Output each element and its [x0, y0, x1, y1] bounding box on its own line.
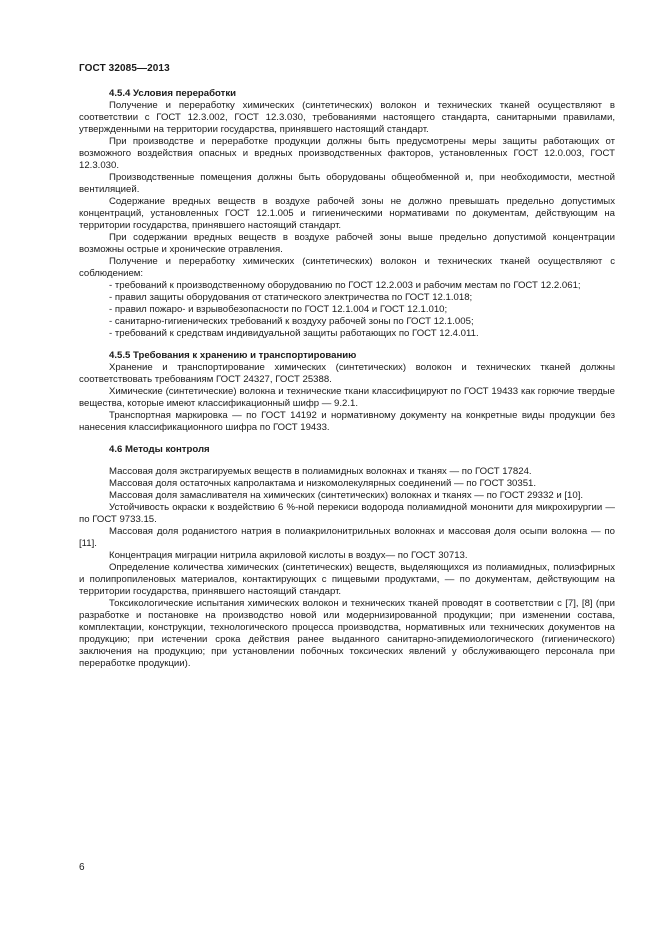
document-body	[79, 88, 615, 670]
paragraph: Концентрация миграции нитрила акриловой кислоты в воздух— по ГОСТ 30713.	[109, 550, 468, 561]
list-item: - санитарно-гигиенических требований к воздуху рабочей зоны по ГОСТ 12.1.005;	[109, 316, 474, 327]
paragraph: Транспортная маркировка — по ГОСТ 14192 и нормативному документу на конкретные виды продукции без нанесения классификационного шифра по ГОСТ 19433.	[79, 410, 615, 433]
list-item: - правил пожаро- и взрывобезопасности по ГОСТ 12.1.004 и ГОСТ 12.1.010;	[109, 304, 448, 315]
page-number: 6	[79, 862, 85, 873]
list-item: - требований к средствам индивидуальной защиты работающих по ГОСТ 12.4.011.	[109, 328, 479, 339]
document-code: ГОСТ 32085—2013	[79, 63, 170, 74]
paragraph: Массовая доля замасливателя на химических (синтетических) волокнах и тканях — по ГОСТ 29332 и [10].	[109, 490, 584, 501]
paragraph: Устойчивость окраски к воздействию 6 %-ной перекиси водорода полиамидной мононити для микрохирургии — по ГОСТ 9733.15.	[79, 502, 615, 525]
paragraph: Хранение и транспортирование химических (синтетических) волокон и технических тканей должны соответствовать требованиям ГОСТ 24327, ГОСТ 25388.	[79, 362, 615, 385]
paragraph: Массовая доля роданистого натрия в полиакрилонитрильных волокнах и массовая доля осыпи волокна — по [11].	[79, 526, 615, 549]
paragraph: Определение количества химических (синтетических) веществ, выделяющихся из полиамидных, полиэфирных и полипропиленовых материалов, контактирующих с пищевыми продуктами, — по документам, действующим на территории государства, принявшего настоящий стандарт.	[79, 562, 615, 597]
section-heading-4-6: 4.6 Методы контроля	[109, 444, 210, 455]
section-heading-4-5-5: 4.5.5 Требования к хранению и транспортированию	[109, 350, 357, 361]
section-heading-4-5-4: 4.5.4 Условия переработки	[109, 88, 237, 99]
list-item: - правил защиты оборудования от статического электричества по ГОСТ 12.1.018;	[109, 292, 473, 303]
paragraph: Получение и переработку химических (синтетических) волокон и технических тканей осуществляют с соблюдением:	[79, 256, 615, 279]
list-item: - требований к производственному оборудованию по ГОСТ 12.2.003 и рабочим местам по ГОСТ 12.2.061;	[109, 280, 581, 291]
paragraph: Токсикологические испытания химических волокон и технических тканей проводят в соответствии с [7], [8] (при разработке и постановке на производство новой или модернизированной продукции; при изменении состава, комплектации, конструкции, технологического процесса производства, нормативных или технических документов на продукцию; при истечении срока действия ранее выданного санитарно-эпидемиологического (гигиенического) заключения на продукцию; при установлении побочных токсических явлений у обслуживающего персонала при переработке продукции).	[79, 598, 615, 669]
paragraph: Химические (синтетические) волокна и технические ткани классифицируют по ГОСТ 19433 как горючие твердые вещества, которые имеют классификационный шифр — 9.2.1.	[79, 386, 615, 409]
paragraph: Содержание вредных веществ в воздухе рабочей зоны не должно превышать предельно допустимых концентраций, установленных ГОСТ 12.1.005 и гигиеническими нормативами по документам, действующим на территории государства, принявшего настоящий стандарт.	[79, 196, 615, 231]
paragraph: При производстве и переработке продукции должны быть предусмотрены меры защиты работающих от возможного воздействия опасных и вредных производственных факторов, установленных ГОСТ 12.0.003, ГОСТ 12.3.030.	[79, 136, 615, 171]
requirements-list	[79, 280, 615, 340]
paragraph: Массовая доля остаточных капролактама и низкомолекулярных соединений — по ГОСТ 30351.	[109, 478, 537, 489]
paragraph: Получение и переработку химических (синтетических) волокон и технических тканей осуществляют в соответствии с ГОСТ 12.3.002, ГОСТ 12.3.030, требованиями настоящего стандарта, санитарными правилами, утвержденными на территории государства, принявшего настоящий стандарт.	[79, 100, 615, 135]
paragraph: Производственные помещения должны быть оборудованы общеобменной и, при необходимости, местной вентиляцией.	[79, 172, 615, 195]
paragraph: При содержании вредных веществ в воздухе рабочей зоны выше предельно допустимой концентрации возможны острые и хронические отравления.	[79, 232, 615, 255]
paragraph: Массовая доля экстрагируемых веществ в полиамидных волокнах и тканях — по ГОСТ 17824.	[109, 466, 532, 477]
